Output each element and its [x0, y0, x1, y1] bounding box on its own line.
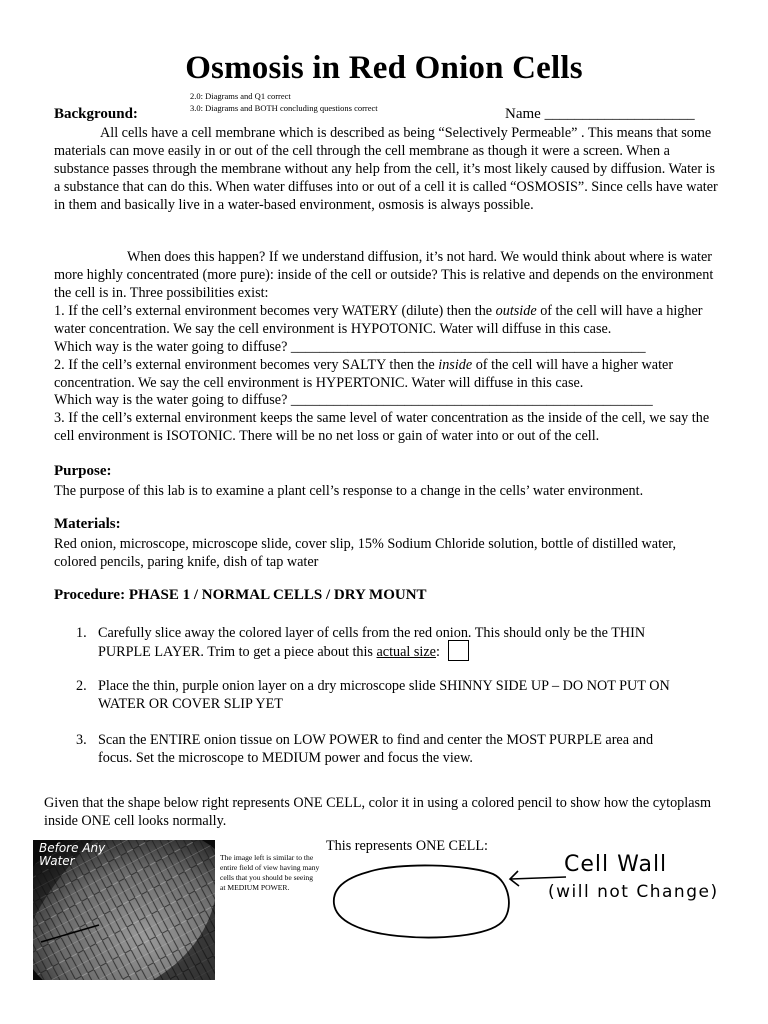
page-title: Osmosis in Red Onion Cells: [185, 50, 583, 86]
procedure-step-1: [76, 624, 726, 663]
step-number: 3.: [76, 732, 87, 748]
step-text: WATER OR COVER SLIP YET: [98, 696, 283, 712]
image-label: Before Any Water: [39, 841, 106, 868]
possibility-1-text-cont: of the cell will have a higher water concentration. We say the cell environment is HYPOTONIC. Water will diffuse in this case.: [54, 303, 703, 337]
possibility-1-text: 1. If the cell’s external environment becomes very WATERY (dilute) then the: [54, 303, 496, 319]
background-heading: Background:: [54, 106, 138, 122]
image-caption: The image left is similar to the entire field of view having many cells that you should be seeing at MEDIUM POWER.: [220, 853, 320, 892]
step-text: Scan the ENTIRE onion tissue on LOW POWER to find and center the MOST PURPLE area and: [98, 732, 654, 748]
possibility-2-text: 2. If the cell’s external environment becomes very SALTY then the: [54, 357, 439, 373]
possibility-2-text-cont: of the cell will have a higher water concentration. We say the cell environment is HYPERTONIC. Water will diffuse in this case.: [54, 357, 674, 391]
microscope-image: [33, 840, 215, 980]
materials-text: Red onion, microscope, microscope slide, cover slip, 15% Sodium Chloride solution, bottle of distilled water, colored pencils, paring knife, dish of tap water: [54, 536, 677, 570]
step-text: Place the thin, purple onion layer on a dry microscope slide SHINNY SIDE UP – DO NOT PUT ON: [98, 678, 670, 694]
grading-notes: [190, 90, 378, 114]
procedure-step-3: [76, 731, 726, 767]
step-text: focus. Set the microscope to MEDIUM power and focus the view.: [98, 750, 473, 766]
grading-line: 3.0: Diagrams and BOTH concluding questions correct: [190, 103, 378, 113]
question-2-answer-line[interactable]: Which way is the water going to diffuse? ___________________________________________________: [54, 392, 653, 408]
grading-line: 2.0: Diagrams and Q1 correct: [190, 91, 291, 101]
background-paragraph-1: All cells have a cell membrane which is described as being “Selectively Permeable” . This means that some materials can move easily in or out of the cell through the cell membrane as though it were a screen. When a substance passes through the membrane without any help from the cell, it’s most likely caused by diffusion. Water is a substance that can do this. When water diffuses into or out of a cell it is called “OSMOSIS”. Since cells have water in them and basically live in a water-based environment, osmosis is always possible.: [54, 125, 718, 213]
step-text: PURPLE LAYER. Trim to get a piece about this: [98, 643, 377, 660]
background-paragraph-2: When does this happen? If we understand diffusion, it’s not hard. We would think about where is water more highly concentrated (more pure): inside of the cell or outside? This is relative and depends on the environment the cell is in. Three possibilities exist:: [54, 249, 714, 301]
one-cell-label: This represents ONE CELL:: [326, 838, 488, 854]
cell-outline-drawing[interactable]: [328, 860, 518, 942]
actual-size-label: actual size: [376, 643, 436, 660]
possibility-2: [54, 356, 722, 392]
purpose-text: The purpose of this lab is to examine a plant cell’s response to a change in the cells’ water environment.: [54, 483, 644, 499]
possibility-2-emphasis: inside: [438, 357, 473, 373]
possibility-3: 3. If the cell’s external environment keeps the same level of water concentration as the inside of the cell, we say the cell environment is ISOTONIC. There will be no net loss or gain of water into or out of the cell.: [54, 410, 710, 444]
procedure-step-2: [76, 677, 726, 713]
cell-wall-note: (will not Change): [548, 882, 719, 902]
cell-wall-label: Cell Wall: [564, 852, 668, 877]
question-1-answer-line[interactable]: Which way is the water going to diffuse? __________________________________________________: [54, 339, 646, 355]
possibility-1: [54, 302, 722, 338]
name-field[interactable]: Name ____________________: [505, 106, 695, 122]
step-number: 1.: [76, 625, 87, 641]
step-number: 2.: [76, 678, 87, 694]
coloring-instructions: Given that the shape below right represents ONE CELL, color it in using a colored pencil to show how the cytoplasm inside ONE cell looks normally.: [44, 795, 712, 829]
step-text: Carefully slice away the colored layer of cells from the red onion. This should only be the THIN: [98, 625, 646, 641]
procedure-heading: Procedure: PHASE 1 / NORMAL CELLS / DRY MOUNT: [54, 587, 427, 603]
actual-size-box: [448, 640, 469, 661]
purpose-heading: Purpose:: [54, 463, 112, 479]
possibility-1-emphasis: outside: [495, 303, 537, 319]
materials-heading: Materials:: [54, 516, 121, 532]
step-text: :: [435, 643, 440, 660]
